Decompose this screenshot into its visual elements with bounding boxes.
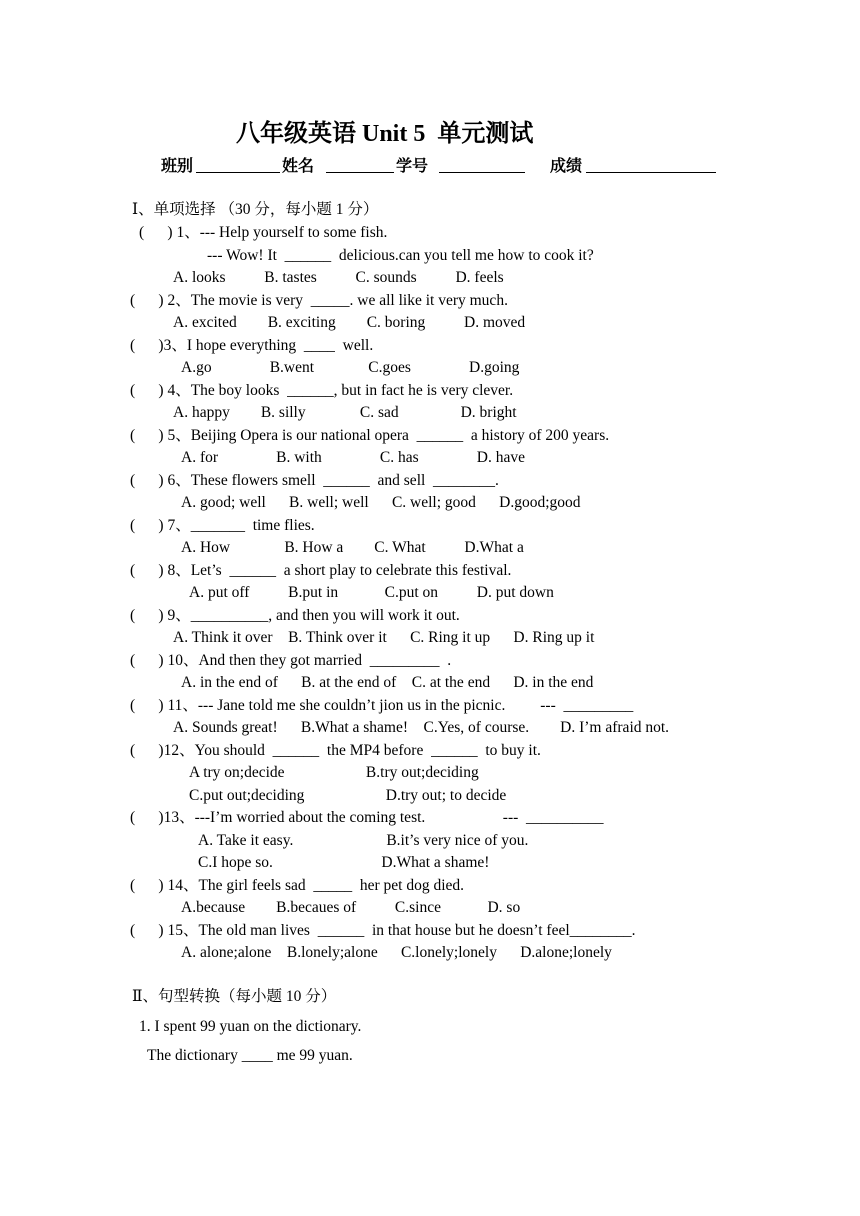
name-label: 姓名: [282, 158, 315, 175]
score-blank[interactable]: [586, 172, 716, 173]
question-5-options: A. for B. with C. has D. have: [181, 449, 525, 466]
question-14-options: A.because B.becaues of C.since D. so: [181, 899, 521, 916]
question-6-options: A. good; well B. well; well C. well; good D.good;good: [181, 494, 581, 511]
question-1: ( ) 1、--- Help yourself to some fish.: [139, 224, 388, 241]
section-2-heading: Ⅱ、句型转换（每小题 10 分）: [132, 988, 337, 1005]
question-8: ( ) 8、Let’s ______ a short play to celebrate this festival.: [130, 562, 512, 579]
question-12-options-cd: C.put out;deciding D.try out; to decide: [189, 787, 507, 804]
question-6: ( ) 6、These flowers smell ______ and sell ________.: [130, 472, 499, 489]
question-3: ( )3、I hope everything ____ well.: [130, 337, 374, 354]
question-13-options-ab: A. Take it easy. B.it’s very nice of you.: [198, 832, 529, 849]
question-1-reply: --- Wow! It ______ delicious.can you tell me how to cook it?: [207, 247, 594, 264]
question-12: ( )12、You should ______ the MP4 before ______ to buy it.: [130, 742, 541, 759]
question-4-options: A. happy B. silly C. sad D. bright: [173, 404, 517, 421]
question-5: ( ) 5、Beijing Opera is our national opera ______ a history of 200 years.: [130, 427, 610, 444]
question-9-options: A. Think it over B. Think over it C. Ring it up D. Ring up it: [173, 629, 595, 646]
question-10-options: A. in the end of B. at the end of C. at the end D. in the end: [181, 674, 594, 691]
rewrite-question-1: 1. I spent 99 yuan on the dictionary.: [139, 1018, 362, 1035]
question-8-options: A. put off B.put in C.put on D. put down: [189, 584, 554, 601]
name-blank[interactable]: [326, 172, 394, 173]
score-label: 成绩: [550, 158, 583, 175]
question-11-options: A. Sounds great! B.What a shame! C.Yes, of course. D. I’m afraid not.: [173, 719, 670, 736]
page-title: 八年级英语 Unit 5 单元测试: [236, 121, 534, 147]
question-7: ( ) 7、_______ time flies.: [130, 517, 315, 534]
question-15-options: A. alone;alone B.lonely;alone C.lonely;lonely D.alone;lonely: [181, 944, 612, 961]
question-15: ( ) 15、The old man lives ______ in that house but he doesn’t feel________.: [130, 922, 636, 939]
question-13-options-cd: C.I hope so. D.What a shame!: [198, 854, 490, 871]
section-1-heading: Ⅰ、单项选择 （30 分，每小题 1 分）: [132, 201, 379, 218]
id-blank[interactable]: [439, 172, 525, 173]
question-7-options: A. How B. How a C. What D.What a: [181, 539, 524, 556]
question-14: ( ) 14、The girl feels sad _____ her pet dog died.: [130, 877, 465, 894]
question-3-options: A.go B.went C.goes D.going: [181, 359, 520, 376]
question-11: ( ) 11、--- Jane told me she couldn’t jion us in the picnic. --- _________: [130, 697, 634, 714]
question-4: ( ) 4、The boy looks ______, but in fact he is very clever.: [130, 382, 514, 399]
class-blank[interactable]: [196, 172, 280, 173]
question-12-options-ab: A try on;decide B.try out;deciding: [189, 764, 479, 781]
rewrite-question-1-target: The dictionary ____ me 99 yuan.: [147, 1047, 353, 1064]
question-10: ( ) 10、And then they got married _________ .: [130, 652, 452, 669]
question-1-options: A. looks B. tastes C. sounds D. feels: [173, 269, 504, 286]
class-label: 班别: [161, 158, 194, 175]
question-9: ( ) 9、__________, and then you will work it out.: [130, 607, 460, 624]
question-13: ( )13、---I’m worried about the coming test. --- __________: [130, 809, 604, 826]
question-2: ( ) 2、The movie is very _____. we all like it very much.: [130, 292, 508, 309]
id-label: 学号: [396, 158, 429, 175]
question-2-options: A. excited B. exciting C. boring D. moved: [173, 314, 526, 331]
